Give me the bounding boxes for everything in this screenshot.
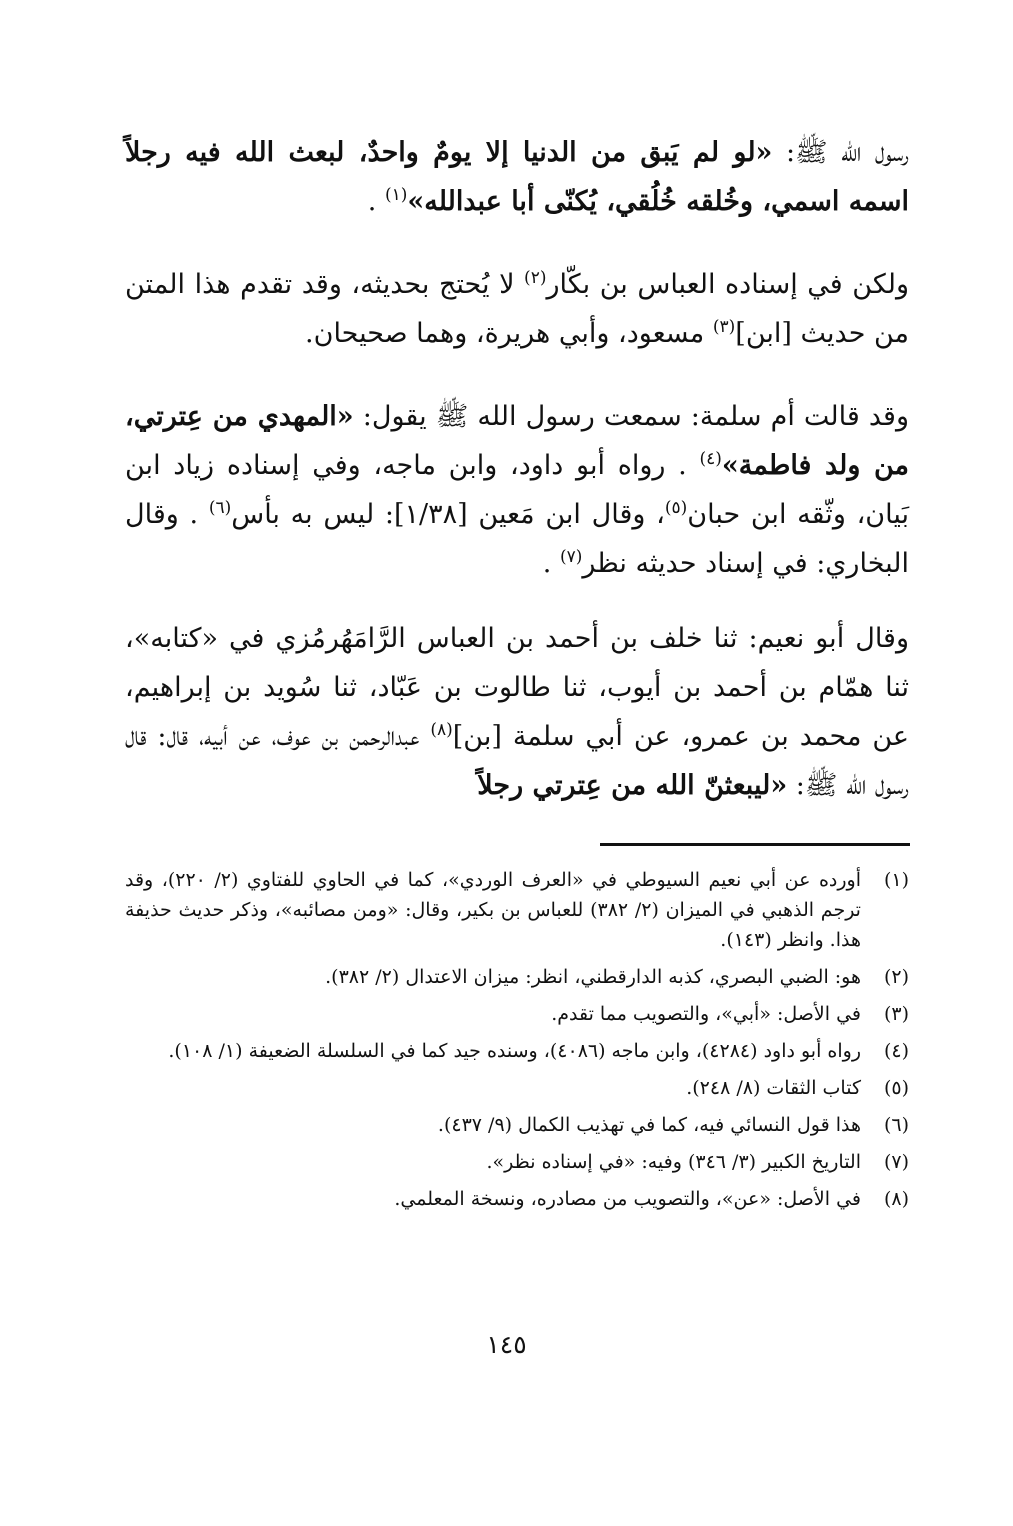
body-text-run: . وقال البخاري: في إسناد حديثه نظر (125, 499, 909, 579)
footnote-marker: (٨) (430, 720, 453, 740)
footnote-text: التاريخ الكبير (٣/ ٣٤٦) وفيه: «في إسناده نظر». (486, 1151, 861, 1173)
body-text-run: لا يُحتج بحديثه، وقد تقدم هذا المتن من حديث [ابن] (125, 269, 909, 349)
footnote-number: (٦) (883, 1114, 909, 1136)
hadith-quote: «المهدي من عِترتي، من ولد فاطمة» (125, 401, 909, 481)
footnote-marker: (١) (384, 185, 408, 205)
footnote (125, 1184, 909, 1214)
body-text-run: رسول الله ﷺ: (772, 137, 910, 168)
footnote-text: في الأصل: «أبي»، والتصويب مما تقدم. (551, 1003, 861, 1025)
footnote-number: (٣) (883, 1003, 909, 1025)
body-text-run: عبدالرحمن بن عوف، عن أبيه، قال: قال رسول الله ﷺ: (125, 721, 909, 801)
footnote-marker: (٤) (699, 449, 722, 469)
footnote-marker: (٦) (208, 498, 232, 518)
body-text-run: مسعود، وأبي هريرة، وهما صحيحان. (305, 318, 713, 349)
footnote-text: رواه أبو داود (٤٢٨٤)، وابن ماجه (٤٠٨٦)، وسنده جيد كما في السلسلة الضعيفة (١/ ١٠٨). (168, 1040, 861, 1062)
footnote-marker: (٣) (712, 317, 736, 337)
footnote-text: هذا قول النسائي فيه، كما في تهذيب الكمال (٩/ ٤٣٧). (437, 1114, 861, 1136)
footnote-number: (٤) (883, 1040, 909, 1062)
footnote-marker: (٧) (559, 547, 583, 567)
footnote-marker: (٥) (664, 498, 688, 518)
footnote (125, 999, 909, 1029)
footnote (125, 1073, 909, 1103)
footnote (125, 1036, 909, 1066)
footnote (125, 1147, 909, 1177)
hadith-quote: «لو لم يَبق من الدنيا إلا يومٌ واحدٌ، لبعث الله فيه رجلاً اسمه اسمي، وخُلقه خُلُقي، يُكنّى أبا عبدالله» (125, 137, 909, 217)
footnote-text: هو: الضبي البصري، كذبه الدارقطني، انظر: ميزان الاعتدال (٢/ ٣٨٢). (325, 966, 861, 988)
footnote-marker: (٢) (524, 268, 547, 288)
footnote-number: (٢) (883, 966, 909, 988)
body-text-run: . (542, 548, 560, 579)
body-text-run: وقد قالت أم سلمة: سمعت رسول الله ﷺ يقول: (353, 401, 909, 432)
footnotes-list (125, 865, 909, 1221)
footnote-number: (٥) (883, 1077, 909, 1099)
footnote-separator-rule (600, 843, 910, 846)
body-text-run: ولكن في إسناده العباس بن بكّار (546, 269, 909, 300)
footnote (125, 865, 909, 955)
page-number: ١٤٥ (486, 1330, 527, 1359)
body-paragraph-2 (125, 260, 909, 358)
footnote-number: (٧) (883, 1151, 909, 1173)
body-text-run: . (367, 186, 385, 217)
footnote-number: (١) (883, 869, 909, 891)
body-paragraph-3 (125, 392, 909, 588)
hadith-quote: «ليبعثنّ الله من عِترتي رجلاً (477, 770, 788, 801)
body-text-run: . رواه أبو داود، وابن ماجه، وفي إسناده زياد ابن بَيان، وثّقه ابن حبان (125, 450, 910, 530)
footnote (125, 1110, 909, 1140)
body-paragraph-1 (125, 128, 909, 226)
body-paragraph-4 (125, 614, 909, 810)
footnote-text: كتاب الثقات (٨/ ٢٤٨). (686, 1077, 861, 1099)
body-text-run: وقال أبو نعيم: ثنا خلف بن أحمد بن العباس الرَّامَهُرمُزي في «كتابه»، ثنا همّام بن أحمد بن أيوب، ثنا طالوت بن عَبّاد، ثنا سُويد بن إبراهيم، عن محمد بن عمرو، عن أبي سلمة [بن] (125, 623, 909, 752)
footnote-number: (٨) (883, 1188, 909, 1210)
footnote-text: أورده عن أبي نعيم السيوطي في «العرف الوردي»، كما في الحاوي للفتاوي (٢/ ٢٢٠)، وقد ترجم الذهبي في الميزان (٢/ ٣٨٢) للعباس بن بكير، وقال: «ومن مصائبه»، وذكر حديث حذيفة هذا. وانظر (١٤٣). (125, 869, 862, 951)
footnote (125, 962, 909, 992)
body-text-run: ، وقال ابن مَعين [١/٣٨]: ليس به بأس (231, 499, 665, 530)
footnote-text: في الأصل: «عن»، والتصويب من مصادره، ونسخة المعلمي. (394, 1188, 861, 1210)
